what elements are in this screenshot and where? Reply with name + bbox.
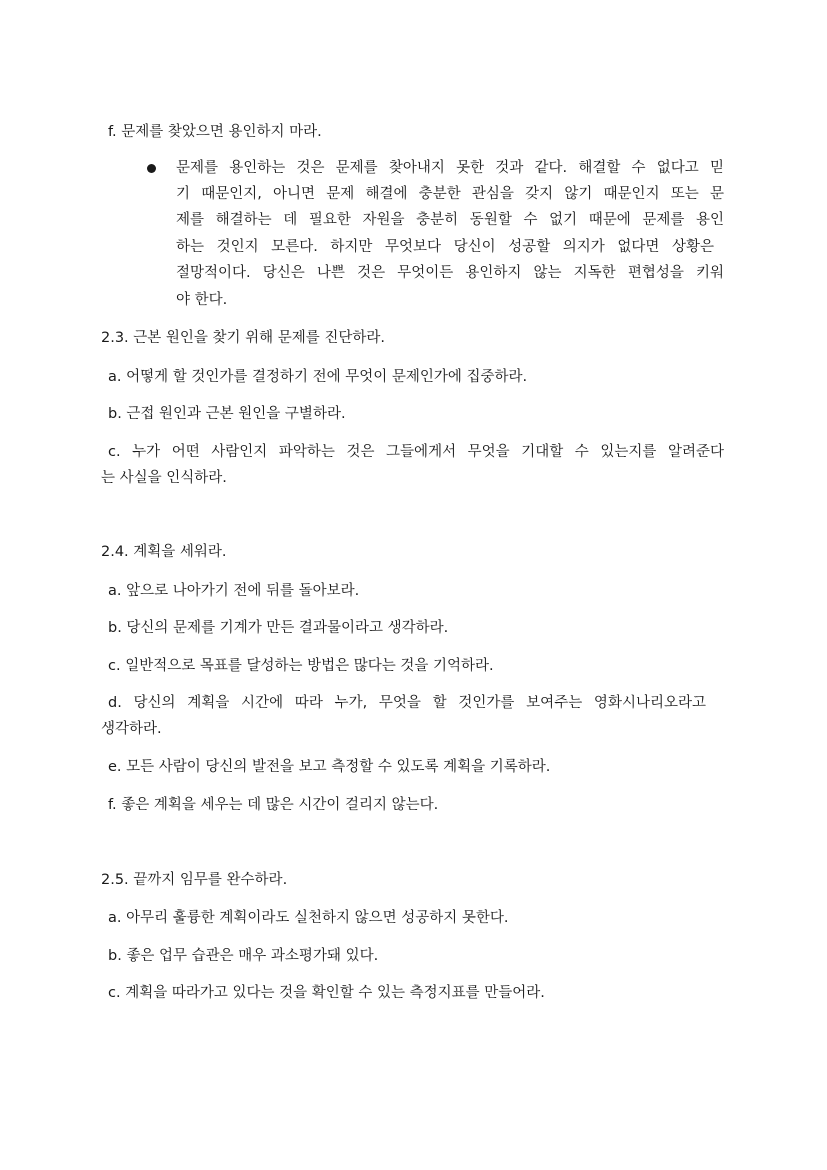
bullet-text-line: 기 때문인지, 아니면 문제 해결에 충분한 관심을 갖지 않기 때문인지 또는 문 xyxy=(176,186,724,202)
list-item-c-continued: 는 사실을 인식하라. xyxy=(101,470,227,486)
list-item-a: a. 앞으로 나아가기 전에 뒤를 돌아보라. xyxy=(108,583,360,599)
list-item-c: c. 계획을 따라가고 있다는 것을 확인할 수 있는 측정지표를 만들어라. xyxy=(108,985,545,1001)
bullet-text-line: 하는 것인지 모른다. 하지만 무엇보다 당신이 성공할 의지가 없다면 상황은 xyxy=(176,239,714,255)
bullet-dot-icon xyxy=(147,164,156,173)
list-item-e: e. 모든 사람이 당신의 발전을 보고 측정할 수 있도록 계획을 기록하라. xyxy=(108,759,551,775)
list-item-f: f. 좋은 계획을 세우는 데 많은 시간이 걸리지 않는다. xyxy=(108,797,439,813)
list-item-c: c. 누가 어떤 사람인지 파악하는 것은 그들에게서 무엇을 기대할 수 있는지를 알려준다 xyxy=(108,444,724,460)
section-heading-2-5: 2.5. 끝까지 임무를 완수하라. xyxy=(101,872,288,888)
list-item-f: f. 문제를 찾았으면 용인하지 마라. xyxy=(108,124,322,140)
list-item-d-continued: 생각하라. xyxy=(101,721,162,737)
list-item-d: d. 당신의 계획을 시간에 따라 누가, 무엇을 할 것인가를 보여주는 영화시나리오라고 xyxy=(108,695,706,711)
list-item-a: a. 아무리 훌륭한 계획이라도 실천하지 않으면 성공하지 못한다. xyxy=(108,910,509,926)
bullet-text-line: 제를 해결하는 데 필요한 자원을 충분히 동원할 수 없기 때문에 문제를 용인 xyxy=(176,212,724,228)
section-heading-2-4: 2.4. 계획을 세워라. xyxy=(101,544,227,560)
bullet-text-line: 문제를 용인하는 것은 문제를 찾아내지 못한 것과 같다. 해결할 수 없다고 믿 xyxy=(176,160,724,176)
list-item-c: c. 일반적으로 목표를 달성하는 방법은 많다는 것을 기억하라. xyxy=(108,658,494,674)
bullet-text-line: 절망적이다. 당신은 나쁜 것은 무엇이든 용인하지 않는 지독한 편협성을 키워 xyxy=(176,265,724,281)
list-item-b: b. 근접 원인과 근본 원인을 구별하라. xyxy=(108,406,346,422)
list-item-a: a. 어떻게 할 것인가를 결정하기 전에 무엇이 문제인가에 집중하라. xyxy=(108,369,528,385)
list-item-b: b. 당신의 문제를 기계가 만든 결과물이라고 생각하라. xyxy=(108,620,449,636)
section-heading-2-3: 2.3. 근본 원인을 찾기 위해 문제를 진단하라. xyxy=(101,330,386,346)
list-item-b: b. 좋은 업무 습관은 매우 과소평가돼 있다. xyxy=(108,948,379,964)
bullet-text-line: 야 한다. xyxy=(176,292,228,308)
